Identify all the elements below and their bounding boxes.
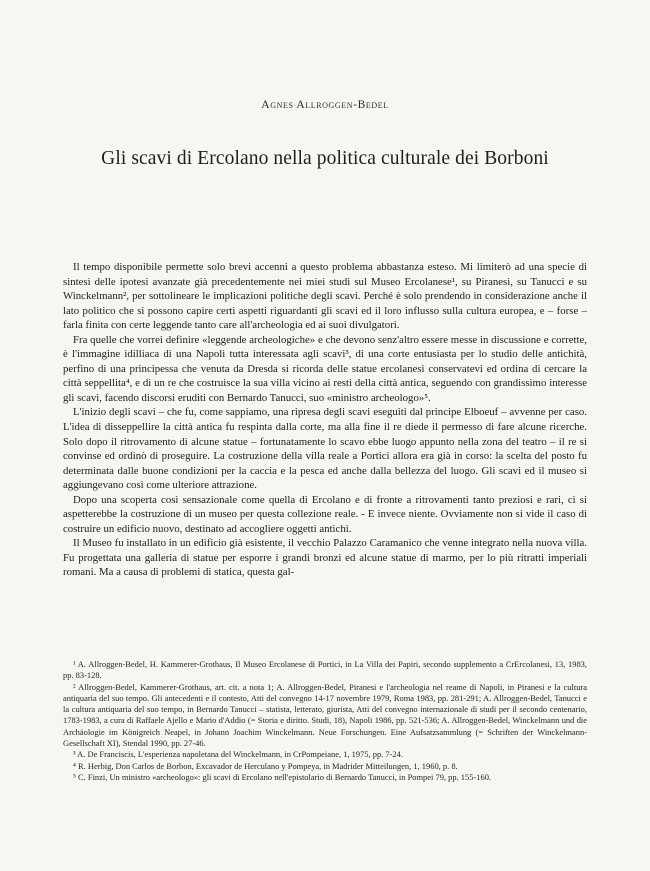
footnote: ⁵ C. Finzi, Un ministro «archeologo»: gli scavi di Ercolano nell'epistolario di Bernardo Tanucci, in Pompei 79, pp. 155-160. <box>73 771 492 782</box>
footnote: ⁴ R. Herbig, Don Carlos de Borbon, Excavador de Herculano y Pompeya, in Madrider Mitteilungen, 1, 1960, p. 8. <box>73 760 458 771</box>
author-name: Agnes Allroggen-Bedel <box>261 99 389 111</box>
paragraph: L'inizio degli scavi – che fu, come sappiamo, una ripresa degli scavi eseguiti dal principe Elboeuf – avvenne per caso. L'idea di disseppellire la città antica fu respinta dalla corte, ma alla fine il re diede il permesso di fare alcune ricerche. Solo dopo il ritrovamento di alcune statue – fortunatamente lo scavo ebbe luogo appunto nella zona del teatro – il re si convinse ed ordinò di proseguire. La costruzione della villa reale a Portici allora era già in corso: la scelta del posto fu determinata dalle buone condizioni per la caccia e la pesca ed anche dalla bellezza del luogo. Gli scavi ed il museo si aggiungevano così come ulteriore attrazione. <box>63 406 587 492</box>
paragraph: Il tempo disponibile permette solo brevi accenni a questo problema abbastanza esteso. Mi limiterò ad una specie di sintesi delle ipotesi avanzate già precedentemente nei miei studi sul Museo Ercolanese¹, su Piranesi, su Tanucci e su Winckelmann², per sottolineare le implicazioni politiche degli scavi. Perché è solo prendendo in considerazione anche il lato politico che si possono capire certi aspetti riguardanti gli scavi ed il loro influsso sulla cultura europea, e – forse – farla finita con certe leggende tanto care all'archeologia ed ai suoi divulgatori. <box>63 261 587 332</box>
footnotes <box>63 659 587 783</box>
footnote: ¹ A. Allroggen-Bedel, H. Kammerer-Grothaus, Il Museo Ercolanese di Portici, in La Villa dei Papiri, secondo supplemento a CrErcolanesi, 13, 1983, pp. 83-128. <box>63 659 587 681</box>
article-title: Gli scavi di Ercolano nella politica culturale dei Borboni <box>101 148 549 169</box>
paragraph: Dopo una scoperta così sensazionale come quella di Ercolano e di fronte a ritrovamenti tanto preziosi e rari, ci si aspetterebbe la costruzione di un museo per questa collezione reale. - E invece niente. Ovviamente non si vide il caso di costruire un edificio nuovo, destinato ad accogliere oggetti antichi. <box>63 493 587 535</box>
paragraph: Il Museo fu installato in un edificio già esistente, il vecchio Palazzo Caramanico che venne integrato nella nuova villa. Fu progettata una galleria di statue per esporre i grandi bronzi ed alcune statue di marmo, per lo più ritratti imperiali romani. Ma a causa di problemi di statica, questa gal- <box>63 537 587 579</box>
paragraph: Fra quelle che vorrei definire «leggende archeologiche» e che devono senz'altro essere messe in discussione e corrette, è l'immagine idilliaca di una Napoli tutta interessata agli scavi³, di una corte entusiasta per lo studio delle antichità, perfino di una principessa che venuta da Dresda si ricorda delle statue ercolanesi conservatevi ed ordina di cercare la città seppellita⁴, e di un re che costruisce la sua villa vicino ai resti della città antica, seguendo con grandissimo interesse gli scavi, facendo discorsi eruditi con Bernardo Tanucci, suo «ministro archeologo»⁵. <box>63 333 587 404</box>
footnote: ² Allroggen-Bedel, Kammerer-Grothaus, art. cit. a nota 1; A. Allroggen-Bedel, Piranesi e l'archeologia nel reame di Napoli, in Piranesi e la cultura antiquaria del suo tempo. Gli antecedenti e il contesto, Atti del convegno 14-17 novembre 1979, Roma 1983, pp. 281-291; A. Allroggen-Bedel, Tanucci e la cultura antiquaria del suo tempo, in Bernardo Tanucci – statista, letterato, giurista, Atti del convegno internazionale di studi per il secondo centenario, 1783-1983, a cura di Raffaele Ajello e Mario d'Addio (= Storia e diritto. Studi, 18), Napoli 1986, pp. 521-536; A. Allroggen-Bedel, Winckelmann und die Archäologie im Königreich Neapel, in Johann Joachim Winckelmann. Neue Forschungen. Eine Aufsatzsammlung (= Schriften der Winckelmann-Gesellschaft XI), Stendal 1990, pp. 27-46. <box>63 681 587 749</box>
main-text <box>63 260 587 580</box>
footnote: ³ A. De Franciscis, L'esperienza napoletana del Winckelmann, in CrPompeiane, 1, 1975, pp. 7-24. <box>73 749 403 760</box>
